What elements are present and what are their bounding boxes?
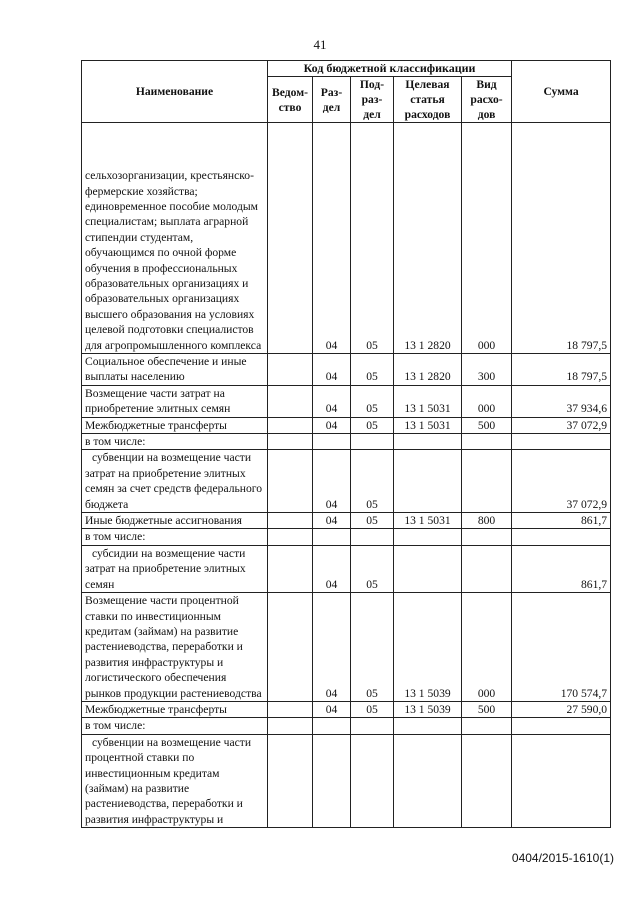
row-name-cell: сельхозорганизации, крестьянско-фермерские хозяйства; единовременное пособие молодым специалистам; выплата аграрной стипендии студентам, обучающимся по очной форме обучения в профессиональных образовательных организациях и образовательных организациях высшего образования на условиях целевой подготовки специалистов для агропромышленного комплекса bbox=[82, 123, 268, 354]
row-tselevaya-cell bbox=[394, 734, 462, 827]
table-row bbox=[82, 529, 611, 545]
row-sum-cell bbox=[512, 434, 611, 450]
row-tselevaya-cell: 13 1 2820 bbox=[394, 354, 462, 386]
row-sum-cell bbox=[512, 529, 611, 545]
row-sum-cell: 861,7 bbox=[512, 545, 611, 592]
row-razdel-cell: 04 bbox=[313, 385, 351, 417]
row-podrazdel-cell: 05 bbox=[351, 450, 394, 513]
table-row bbox=[82, 354, 611, 386]
row-tselevaya-cell bbox=[394, 450, 462, 513]
row-podrazdel-cell: 05 bbox=[351, 701, 394, 717]
row-vedomstvo-cell bbox=[268, 123, 313, 354]
row-podrazdel-cell: 05 bbox=[351, 354, 394, 386]
row-sum-cell: 37 072,9 bbox=[512, 417, 611, 433]
row-podrazdel-cell bbox=[351, 718, 394, 734]
row-razdel-cell: 04 bbox=[313, 417, 351, 433]
row-vedomstvo-cell bbox=[268, 450, 313, 513]
row-vedomstvo-cell bbox=[268, 545, 313, 592]
row-name-cell: Социальное обеспечение и иные выплаты населению bbox=[82, 354, 268, 386]
table-row bbox=[82, 123, 611, 354]
row-podrazdel-cell bbox=[351, 529, 394, 545]
table-row bbox=[82, 593, 611, 702]
header-podrazdel: Под- раз- дел bbox=[351, 77, 394, 123]
row-vid-cell: 000 bbox=[462, 593, 512, 702]
row-podrazdel-cell: 05 bbox=[351, 123, 394, 354]
row-podrazdel-cell: 05 bbox=[351, 593, 394, 702]
row-podrazdel-cell: 05 bbox=[351, 545, 394, 592]
row-vid-cell bbox=[462, 718, 512, 734]
row-vedomstvo-cell bbox=[268, 513, 313, 529]
row-name-cell: в том числе: bbox=[82, 434, 268, 450]
row-tselevaya-cell: 13 1 5031 bbox=[394, 385, 462, 417]
table-row bbox=[82, 701, 611, 717]
row-vedomstvo-cell bbox=[268, 434, 313, 450]
page-number: 41 bbox=[313, 37, 327, 52]
row-vid-cell bbox=[462, 734, 512, 827]
row-name-cell: субвенции на возмещение части затрат на приобретение элитных семян за счет средств федерального бюджета bbox=[82, 450, 268, 513]
row-razdel-cell: 04 bbox=[313, 123, 351, 354]
row-tselevaya-cell bbox=[394, 529, 462, 545]
row-sum-cell: 27 590,0 bbox=[512, 701, 611, 717]
row-razdel-cell bbox=[313, 434, 351, 450]
row-vedomstvo-cell bbox=[268, 417, 313, 433]
header-budget-code-group: Код бюджетной классификации bbox=[268, 61, 512, 77]
row-sum-cell: 37 934,6 bbox=[512, 385, 611, 417]
row-razdel-cell: 04 bbox=[313, 354, 351, 386]
row-vid-cell: 000 bbox=[462, 385, 512, 417]
row-vedomstvo-cell bbox=[268, 593, 313, 702]
row-name-cell: Межбюджетные трансферты bbox=[82, 701, 268, 717]
row-tselevaya-cell: 13 1 2820 bbox=[394, 123, 462, 354]
row-name-cell: субсидии на возмещение части затрат на приобретение элитных семян bbox=[82, 545, 268, 592]
header-razdel: Раз- дел bbox=[313, 77, 351, 123]
row-vid-cell bbox=[462, 450, 512, 513]
row-podrazdel-cell: 05 bbox=[351, 417, 394, 433]
row-sum-cell bbox=[512, 734, 611, 827]
row-sum-cell: 861,7 bbox=[512, 513, 611, 529]
row-sum-cell: 18 797,5 bbox=[512, 354, 611, 386]
table-row bbox=[82, 417, 611, 433]
row-vid-cell: 800 bbox=[462, 513, 512, 529]
table-row bbox=[82, 545, 611, 592]
row-tselevaya-cell: 13 1 5039 bbox=[394, 593, 462, 702]
row-razdel-cell: 04 bbox=[313, 701, 351, 717]
row-tselevaya-cell bbox=[394, 434, 462, 450]
table-header bbox=[82, 61, 611, 123]
row-tselevaya-cell bbox=[394, 545, 462, 592]
row-vedomstvo-cell bbox=[268, 354, 313, 386]
row-razdel-cell: 04 bbox=[313, 545, 351, 592]
row-vid-cell bbox=[462, 434, 512, 450]
row-tselevaya-cell bbox=[394, 718, 462, 734]
row-tselevaya-cell: 13 1 5039 bbox=[394, 701, 462, 717]
row-sum-cell: 170 574,7 bbox=[512, 593, 611, 702]
table-body bbox=[82, 123, 611, 828]
row-name-cell: субвенции на возмещение части процентной ставки по инвестиционным кредитам (займам) на развитие растениеводства, переработки и развития инфраструктуры и bbox=[82, 734, 268, 827]
row-vid-cell bbox=[462, 545, 512, 592]
row-razdel-cell: 04 bbox=[313, 593, 351, 702]
header-name: Наименование bbox=[82, 61, 268, 123]
row-vid-cell: 000 bbox=[462, 123, 512, 354]
row-tselevaya-cell: 13 1 5031 bbox=[394, 417, 462, 433]
table-row bbox=[82, 450, 611, 513]
row-vid-cell: 500 bbox=[462, 701, 512, 717]
row-name-cell: Возмещение части процентной ставки по инвестиционным кредитам (займам) на развитие растениеводства, переработки и развития инфраструктуры и логистического обеспечения рынков продукции растениеводства bbox=[82, 593, 268, 702]
header-tselevaya-statya: Целевая статья расходов bbox=[394, 77, 462, 123]
budget-classification-table bbox=[81, 60, 611, 828]
row-podrazdel-cell bbox=[351, 734, 394, 827]
table-row bbox=[82, 385, 611, 417]
row-name-cell: в том числе: bbox=[82, 718, 268, 734]
row-vid-cell bbox=[462, 529, 512, 545]
row-razdel-cell: 04 bbox=[313, 450, 351, 513]
row-sum-cell: 18 797,5 bbox=[512, 123, 611, 354]
row-razdel-cell bbox=[313, 718, 351, 734]
table-row bbox=[82, 718, 611, 734]
row-sum-cell bbox=[512, 718, 611, 734]
row-name-cell: Иные бюджетные ассигнования bbox=[82, 513, 268, 529]
header-vid-raskhodov: Вид расхо- дов bbox=[462, 77, 512, 123]
row-razdel-cell bbox=[313, 529, 351, 545]
row-vedomstvo-cell bbox=[268, 718, 313, 734]
row-vid-cell: 500 bbox=[462, 417, 512, 433]
row-vid-cell: 300 bbox=[462, 354, 512, 386]
row-podrazdel-cell: 05 bbox=[351, 513, 394, 529]
row-vedomstvo-cell bbox=[268, 385, 313, 417]
table-row bbox=[82, 434, 611, 450]
row-podrazdel-cell: 05 bbox=[351, 385, 394, 417]
table-row bbox=[82, 734, 611, 827]
row-podrazdel-cell bbox=[351, 434, 394, 450]
row-sum-cell: 37 072,9 bbox=[512, 450, 611, 513]
row-razdel-cell: 04 bbox=[313, 513, 351, 529]
row-vedomstvo-cell bbox=[268, 734, 313, 827]
row-name-cell: Межбюджетные трансферты bbox=[82, 417, 268, 433]
document-id: 0404/2015-1610(1) bbox=[511, 851, 614, 865]
row-razdel-cell bbox=[313, 734, 351, 827]
row-tselevaya-cell: 13 1 5031 bbox=[394, 513, 462, 529]
row-name-cell: Возмещение части затрат на приобретение элитных семян bbox=[82, 385, 268, 417]
row-name-cell: в том числе: bbox=[82, 529, 268, 545]
row-vedomstvo-cell bbox=[268, 701, 313, 717]
row-vedomstvo-cell bbox=[268, 529, 313, 545]
header-sum: Сумма bbox=[512, 61, 611, 123]
table-row bbox=[82, 513, 611, 529]
header-vedomstvo: Ведом- ство bbox=[268, 77, 313, 123]
